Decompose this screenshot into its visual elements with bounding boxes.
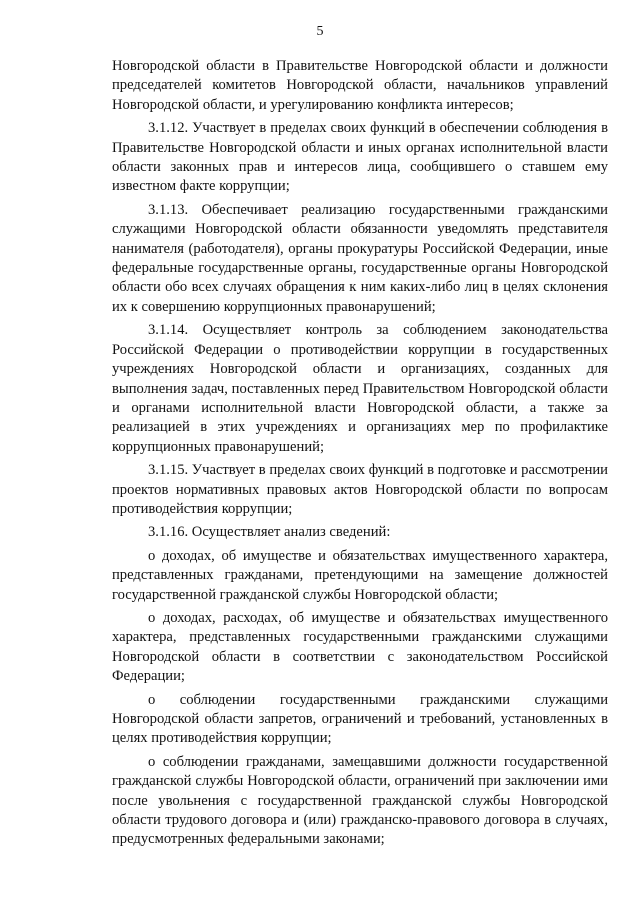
paragraph-3-1-15: 3.1.15. Участвует в пределах своих функций в подготовке и рассмотрении проектов нормативных правовых актов Новгородской области по вопросам противодействия коррупции;	[112, 462, 608, 517]
paragraph-3-1-16: 3.1.16. Осуществляет анализ сведений:	[148, 524, 391, 541]
page-number: 5	[316, 24, 324, 39]
list-item-restrictions-compliance: о соблюдении государственными гражданскими служащими Новгородской области запретов, ограничений и требований, установленных в целях противодействия коррупции;	[112, 691, 608, 747]
list-item-income-candidates: о доходах, об имуществе и обязательствах имущественного характера, представленных гражданами, претендующими на замещение должностей государственной гражданской службы Новгородской области;	[112, 547, 608, 603]
list-item-income-servants: о доходах, расходах, об имуществе и обязательствах имущественного характера, представленных государственными гражданскими служащими Новгородской области в соответствии с законодательством Российской Федерации;	[112, 609, 608, 685]
paragraph-3-1-14: 3.1.14. Осуществляет контроль за соблюдением законодательства Российской Федерации о противодействии коррупции в государственных учреждениях Новгородской области и организациях, созданных для выполнения задач, поставленных перед Правительством Новгородской области и органами исполнительной власти Новгородской области, а также за реализацией в этих учреждениях и организациях мер по профилактике коррупционных правонарушений;	[112, 322, 608, 455]
paragraph-3-1-13: 3.1.13. Обеспечивает реализацию государственными гражданскими служащими Новгородской области обязанности уведомлять представителя нанимателя (работодателя), органы прокуратуры Российской Федерации, иные федеральные государственные органы, государственные органы Новгородской области обо всех случаях обращения к ним каких-либо лиц в целях склонения их к совершению коррупционных правонарушений;	[112, 201, 608, 315]
list-item-former-servants: о соблюдении гражданами, замещавшими должности государственной гражданской службы Новгородской области, ограничений при заключении ими после увольнения с государственной гражданской службы Новгородской области трудового договора и (или) гражданско-правового договора в случаях, предусмотренных федеральными законами;	[112, 753, 608, 848]
document-body	[112, 57, 608, 854]
paragraph-continuation: Новгородской области в Правительстве Новгородской области и должности председателей комитетов Новгородской области, начальников управлений Новгородской области, и урегулированию конфликта интересов;	[112, 58, 608, 113]
paragraph-3-1-12: 3.1.12. Участвует в пределах своих функций в обеспечении соблюдения в Правительстве Новгородской области и иных органах исполнительной власти области законных прав и интересов лица, сообщившего о ставшем ему известном факте коррупции;	[112, 120, 608, 195]
